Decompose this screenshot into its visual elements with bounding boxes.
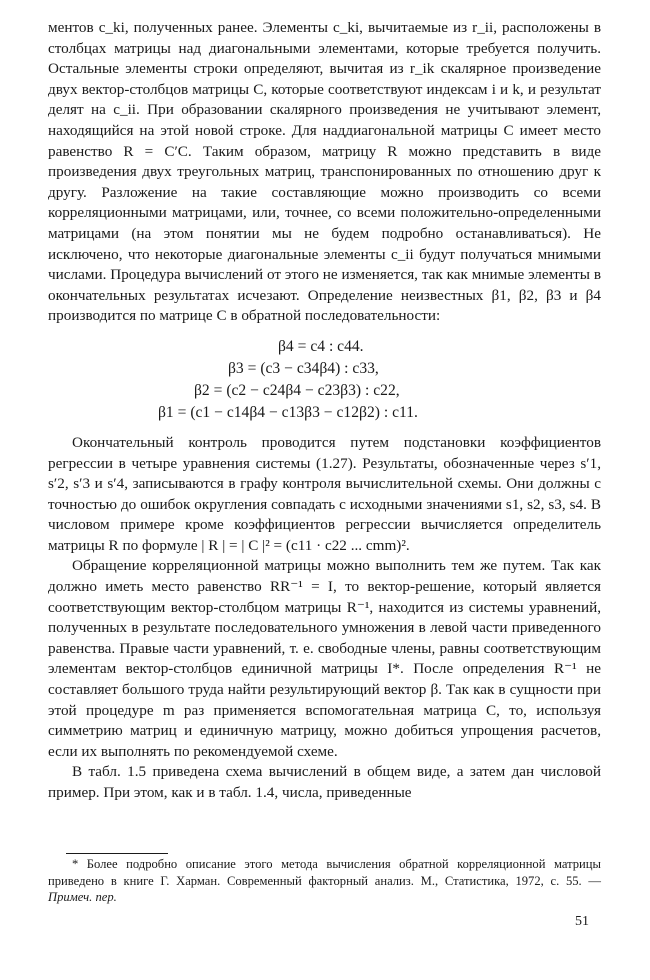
- body-text: [48, 18, 601, 804]
- formula-beta1: β1 = (c1 − c14β4 − c13β3 − c12β2) : c11.: [158, 403, 418, 421]
- paragraph-1: ментов c_ki, полученных ранее. Элементы c_ki, вычитаемые из r_ii, расположены в столбцах матрицы над диагональными элементами, которые требуется получить. Остальные элементы строки определяют, вычитая из r_ik скалярное произведение двух вектор-столбцов матрицы C, которые соответствуют индексам i и k, и результат делят на c_ii. При образовании скалярного произведения не учитывают элемент, находящийся на этой новой строке. Для наддиагональной матрицы C имеет место равенство R = C′C. Таким образом, матрицу R можно представить в виде произведения двух треугольных матриц, транспонированных по отношению друг к другу. Разложение на такие составляющие можно производить со всеми корреляционными матрицами, или, точнее, со всеми положительно-определенными матрицами (на этом понятии мы не будем подробно останавливаться). Не исключено, что некоторые диагональные элементы c_ii будут получаться мнимыми числами. Процедура вычислений от этого не изменяется, так как мнимые элементы в окончательных результатах исчезают. Определение неизвестных β1, β2, β3 и β4 производится по матрице C в обратной последовательности:: [48, 19, 601, 325]
- footnote-text: * Более подробно описание этого метода вычисления обратной корреляционной матрицы приведено в книге Г. Харман. Современный факторный анализ. М., Статистика, 1972, с. 55. —: [48, 857, 601, 888]
- footnote-credit: Примеч. пер.: [48, 890, 117, 905]
- paragraph-2: Окончательный контроль проводится путем подстановки коэффициентов регрессии в четыре уравнения системы (1.27). Результаты, обозначенные через s′1, s′2, s′3 и s′4, записываются в графу контроля вычислительной схемы. Они должны с точностью до ошибок округления совпадать с исходными значениями s1, s2, s3, s4. В числовом примере кроме коэффициентов регрессии вычисляется определитель матрицы R по формуле | R | = | C |² = (c11 · c22 ... cmm)².: [48, 433, 601, 554]
- page-number: 51: [575, 914, 589, 929]
- footnote: [48, 856, 601, 906]
- formula-beta3: β3 = (c3 − c34β4) : c33,: [228, 359, 379, 377]
- formula-beta4: β4 = c4 : c44.: [278, 337, 364, 355]
- formula-block: [48, 336, 601, 424]
- paragraph-4: В табл. 1.5 приведена схема вычислений в общем виде, а затем дан числовой пример. При этом, как и в табл. 1.4, числа, приведенные: [48, 763, 601, 801]
- paragraph-3: Обращение корреляционной матрицы можно выполнить тем же путем. Так как должно иметь место равенство RR⁻¹ = I, то вектор-решение, который является соответствующим вектор-столбцом матрицы R⁻¹, находится из системы уравнений, полученных в результате последовательного умножения в левой части приведенного равенства. Правые части уравнений, т. е. свободные члены, равны соответствующим элементам вектор-столбцов единичной матрицы I*. После определения R⁻¹ не составляет большого труда найти результирующий вектор β. Так как в сущности при этой процедуре m раз применяется вспомогательная матрица C, то, используя симметрию матриц и единичную матрицу, можно добиться упрощения расчетов, если их выполнять по рекомендуемой схеме.: [48, 557, 601, 760]
- footnote-divider: [66, 853, 168, 854]
- formula-beta2: β2 = (c2 − c24β4 − c23β3) : c22,: [194, 381, 400, 399]
